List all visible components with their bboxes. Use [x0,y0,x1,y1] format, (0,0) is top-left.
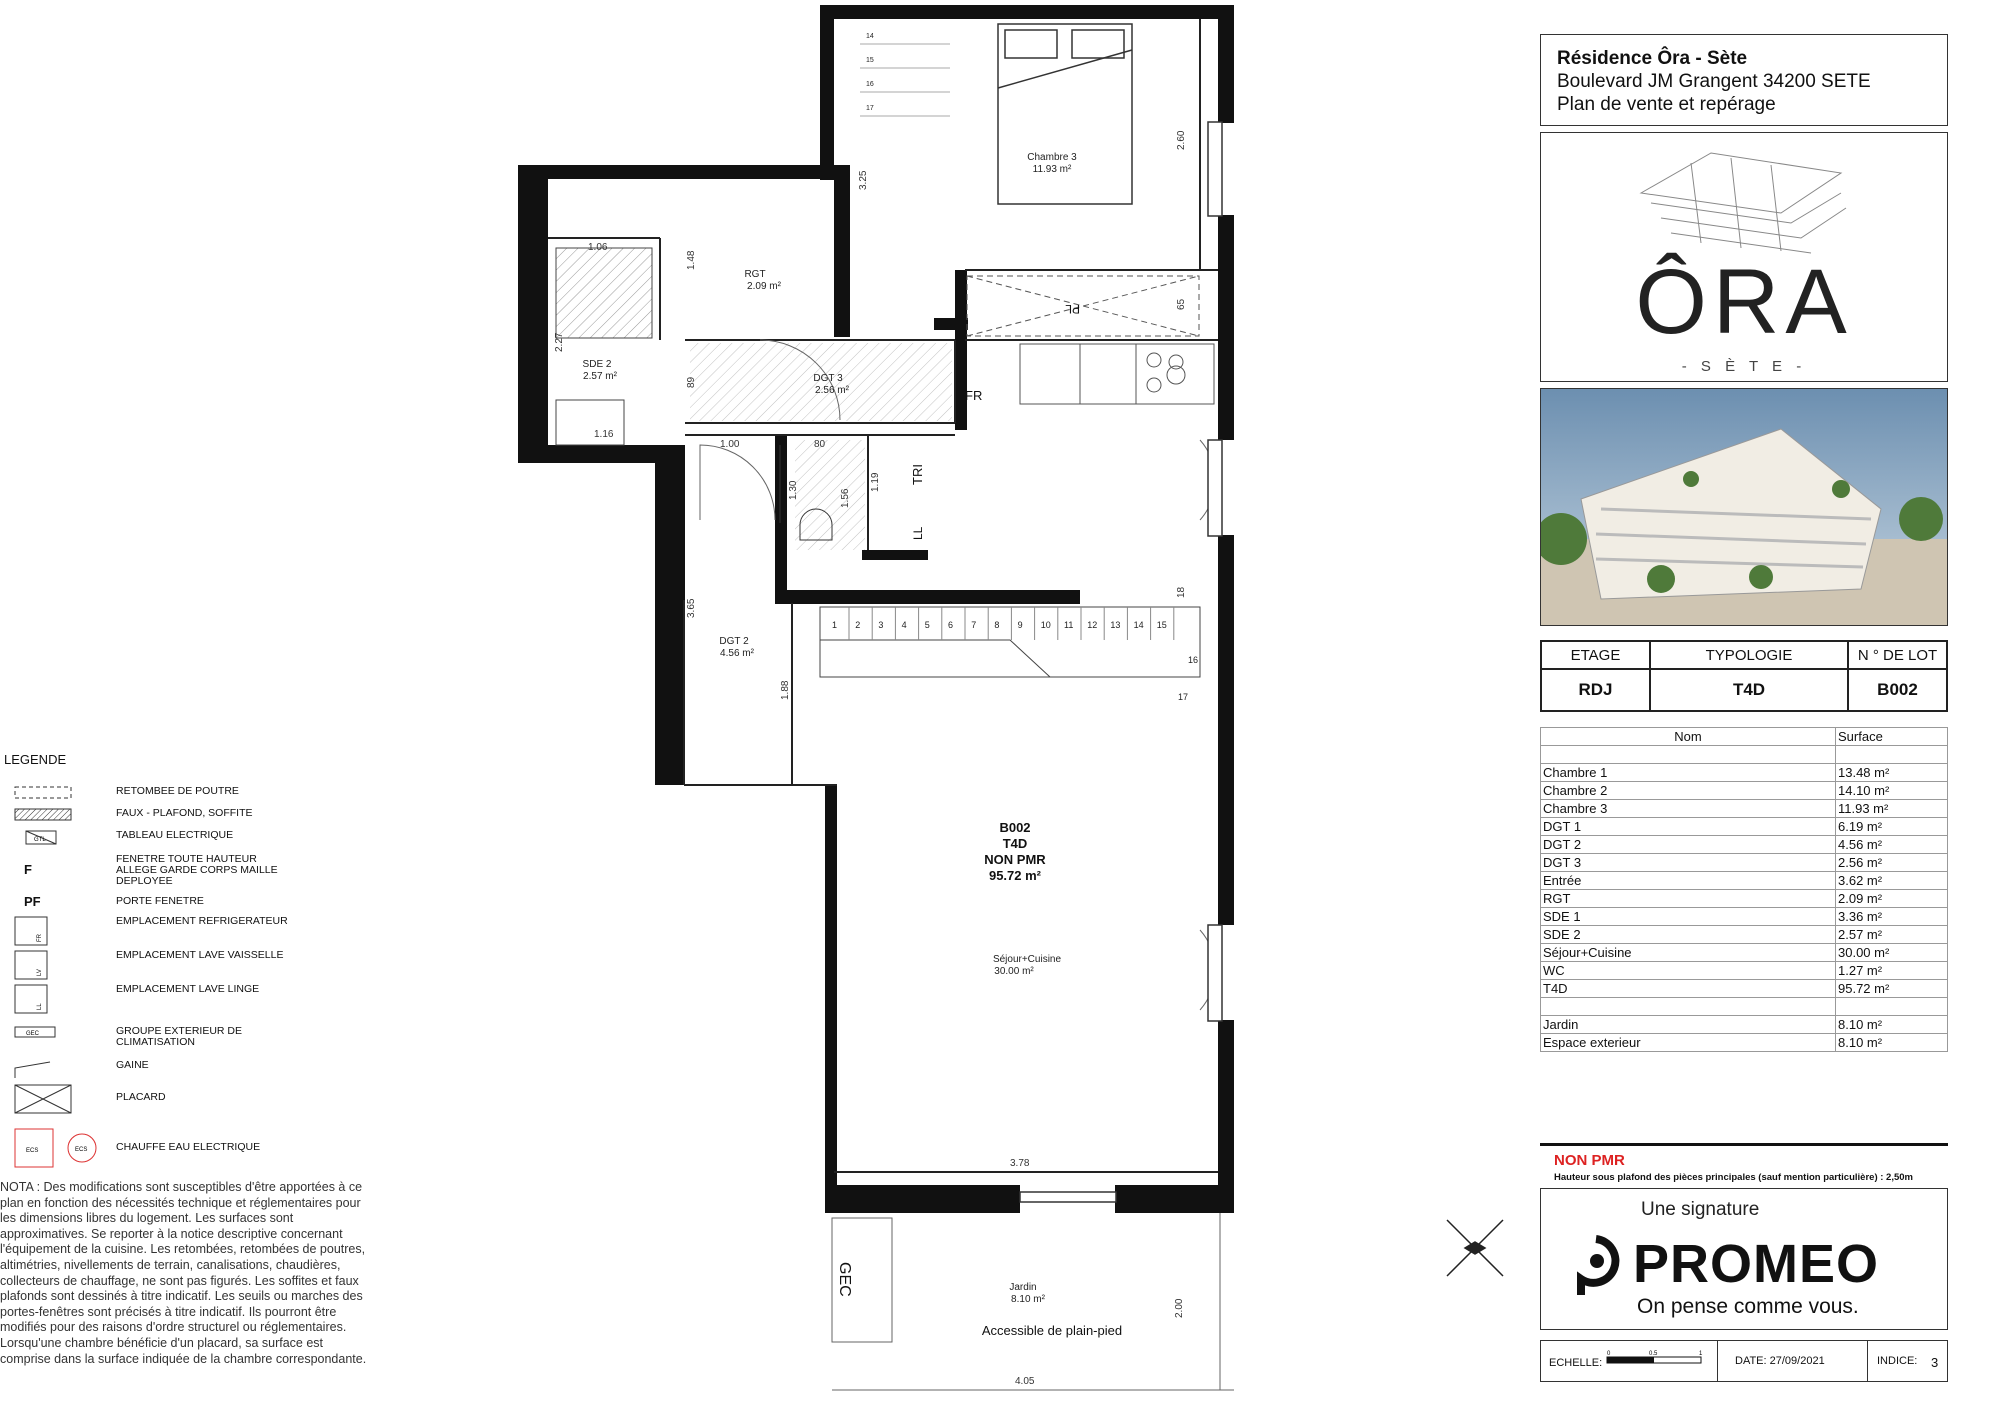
dim-378: 3.78 [1010,1158,1030,1169]
dim-200: 2.00 [1174,1298,1185,1318]
svg-text:1: 1 [1699,1351,1703,1357]
room-sde2-name: SDE 2 [582,359,612,370]
non-pmr-label: NON PMR [1554,1152,1625,1169]
brand-slogan: On pense comme vous. [1637,1295,1859,1318]
dim-227: 2.27 [554,332,565,352]
window-full-height-symbol: F [24,862,32,877]
stair-step-number: 13 [1110,620,1121,630]
brand-name: PROMEO [1633,1234,1880,1294]
surface-row [1541,836,1948,854]
stair-step-number: 16 [1188,655,1199,665]
surface-row [1541,872,1948,890]
svg-text:GTL: GTL [34,837,46,843]
dim-100: 1.00 [720,439,740,450]
stair-step-number: 17 [866,105,874,112]
surface-value: 8.10 m² [1836,1034,1948,1052]
surface-name: WC [1541,962,1836,980]
building-photo [1540,388,1948,626]
header-lot: N ° DE LOT [1848,641,1947,669]
lot-pmr: NON PMR [984,852,1046,867]
dim-260: 2.60 [1176,130,1187,150]
svg-text:0.5: 0.5 [1649,1351,1658,1357]
surface-value: 3.62 m² [1836,872,1948,890]
svg-text:LL: LL [37,1003,43,1010]
water-heater-icon [14,1128,104,1168]
dim-188: 1.88 [780,680,791,700]
surface-name: SDE 1 [1541,908,1836,926]
dim-365: 3.65 [686,598,697,618]
stair-step-number: 16 [866,81,874,88]
signature-intro: Une signature [1641,1199,1760,1220]
footer-block [1540,1340,1948,1382]
surface-name: Séjour+Cuisine [1541,944,1836,962]
room-rgt-area: 2.09 m² [747,281,781,292]
surface-value: 14.10 m² [1836,782,1948,800]
room-jardin-name: Jardin [1009,1282,1037,1293]
surface-name: Chambre 1 [1541,764,1836,782]
surface-row [1541,800,1948,818]
svg-text:ECS: ECS [26,1148,39,1154]
surface-name: Entrée [1541,872,1836,890]
residence-name: Résidence Ôra - Sète [1557,48,1748,69]
lot-info-table [1540,640,1948,712]
dim-106: 1.06 [588,242,608,253]
stair-step-number: 6 [948,620,954,630]
surface-row [1541,926,1948,944]
surface-row [1541,908,1948,926]
surface-value: 3.36 m² [1836,908,1948,926]
surface-value: 2.09 m² [1836,890,1948,908]
surface-row [1541,890,1948,908]
surface-value: 8.10 m² [1836,1016,1948,1034]
surface-name: Espace exterieur [1541,1034,1836,1052]
walls [518,5,1234,1213]
legend-label: EMPLACEMENT REFRIGERATEUR [116,915,288,927]
stair-step-number: 7 [971,620,977,630]
lot-number: B002 [999,820,1031,835]
date-label: DATE: 27/09/2021 [1735,1355,1825,1367]
surface-value: 30.00 m² [1836,944,1948,962]
fridge-icon [14,916,54,946]
surface-name: Chambre 3 [1541,800,1836,818]
stair-step-number: 11 [1064,620,1074,630]
dim-148: 1.48 [686,250,697,270]
surface-value: 4.56 m² [1836,836,1948,854]
svg-text:ÔRA: ÔRA [1635,251,1853,353]
value-lot: B002 [1848,669,1947,711]
ora-logo [1540,132,1948,382]
dim-65: 65 [1176,298,1187,310]
scale-bar [1605,1347,1705,1377]
label-gec: GEC [836,1262,853,1297]
stair-step-number: 14 [1133,620,1144,630]
legend-label: TABLEAU ELECTRIQUE [116,829,234,841]
dim-89: 89 [686,376,697,388]
room-sde2-area: 2.57 m² [583,371,617,382]
promeo-logo-icon [1571,1235,1621,1297]
surface-name: Chambre 2 [1541,782,1836,800]
legend-label: FAUX - PLAFOND, SOFFITE [116,807,253,819]
svg-text:0: 0 [1607,1351,1611,1357]
stair-step-number: 15 [1156,620,1167,630]
surface-value: 13.48 m² [1836,764,1948,782]
room-dgt2-area: 4.56 m² [720,648,754,659]
surface-name: Jardin [1541,1016,1836,1034]
room-jardin-area: 8.10 m² [1011,1294,1045,1305]
beam-drop-icon [14,786,74,800]
room-dgt3-name: DGT 3 [813,373,843,384]
legend-label: CHAUFFE EAU ELECTRIQUE [116,1141,261,1153]
scale-label: ECHELLE: [1549,1357,1603,1369]
surface-header-surface: Surface [1836,728,1948,746]
room-chambre3-area: 11.93 m² [1032,164,1072,175]
legend-label: GROUPE EXTERIEUR DE CLIMATISATION [116,1025,243,1048]
dim-116: 1.16 [594,429,614,440]
lot-area: 95.72 m² [988,868,1042,883]
legend-label: EMPLACEMENT LAVE VAISSELLE [116,949,284,961]
building-sketch-icon [1541,133,1947,381]
false-ceiling-icon [14,808,74,822]
electrical-panel-icon [14,830,74,846]
stair-step-number: 5 [924,620,930,630]
surface-name: RGT [1541,890,1836,908]
surface-table [1540,727,1948,1052]
stair-step-number: 1 [832,620,838,630]
label-ll: LL [911,526,925,540]
header-typologie: TYPOLOGIE [1650,641,1848,669]
stair-step-number: 2 [855,620,861,630]
svg-text:LV: LV [37,969,43,976]
dim-80: 80 [814,439,826,450]
room-sejour-area: 30.00 m² [994,966,1034,977]
room-dgt2-name: DGT 2 [719,636,749,647]
surface-row [1541,1034,1948,1052]
dim-405: 4.05 [1015,1376,1035,1387]
surface-value: 2.57 m² [1836,926,1948,944]
lot-type: T4D [1002,836,1028,851]
surface-row [1541,962,1948,980]
ac-unit-icon [14,1026,64,1040]
ceiling-height-note: Hauteur sous plafond des pièces principales (sauf mention particulière) : 2,50m [1554,1172,1913,1183]
surface-value: 2.56 m² [1836,854,1948,872]
indice-label: INDICE: [1877,1355,1918,1367]
building-render-image [1541,389,1947,625]
svg-text:- S È T E -: - S È T E - [1681,358,1807,375]
legend-label: FENETRE TOUTE HAUTEUR ALLEGE GARDE CORPS MAILLE DEPLOYEE [116,853,278,887]
surface-row [1541,944,1948,962]
closet-icon [14,1084,74,1116]
legend-label: GAINE [116,1059,149,1071]
room-chambre3-name: Chambre 3 [1027,152,1077,163]
dim-325: 3.25 [858,170,869,190]
surface-name: DGT 2 [1541,836,1836,854]
surface-header-nom: Nom [1541,728,1836,746]
dim-18: 18 [1176,586,1187,598]
label-fr: FR [965,388,983,403]
surface-value: 6.19 m² [1836,818,1948,836]
legend-label: PLACARD [116,1091,166,1103]
value-typologie: T4D [1650,669,1848,711]
legend-label: RETOMBEE DE POUTRE [116,785,239,797]
dim-119: 1.19 [870,472,881,492]
washing-machine-icon [14,984,54,1014]
stair-step-number: 15 [866,57,874,64]
stair-step-number: 10 [1040,620,1051,630]
indice-value: 3 [1931,1355,1939,1370]
legend-title: LEGENDE [4,752,67,767]
surface-value: 11.93 m² [1836,800,1948,818]
legend-label: EMPLACEMENT LAVE LINGE [116,983,260,995]
stair-step-number: 12 [1087,620,1098,630]
surface-name: T4D [1541,980,1836,998]
label-tri: TRI [910,464,925,485]
surface-row [1541,980,1948,998]
plan-subtitle: Plan de vente et repérage [1557,94,1776,115]
legend-label: PORTE FENETRE [116,895,204,907]
title-block [1540,34,1948,126]
label-pl: PL [1065,302,1080,316]
access-note: Accessible de plain-pied [981,1323,1123,1338]
stair-step-number: 3 [878,620,884,630]
surface-value: 1.27 m² [1836,962,1948,980]
stair-step-number: 17 [1178,692,1189,702]
stair-step-number: 4 [901,620,907,630]
promeo-signature [1540,1188,1948,1330]
svg-text:FR: FR [37,934,43,942]
surface-name: DGT 3 [1541,854,1836,872]
surface-row [1541,818,1948,836]
disclaimer-note: NOTA : Des modifications sont susceptibles d'être apportées à ce plan en fonction des nécessités technique et réglementaires pour les dimensions libres du logement. Les surfaces sont approximatives. Se reporter à la notice descriptive concernant l'équipement de la cuisine. Les retombées, retombées de poutres, altimétries, nivellements de terrain, canalisations, chaudières, collecteurs de chauffage, ne sont pas figurés. Les soffites et faux plafonds sont dessinés à titre indicatif. Les seuils ou marches des portes-fenêtres sont précisés à titre indicatif. Ils pourront être modifiés pour des raisons d'ordre structurel ou réglementaires. Lorsqu'une chambre bénéficie d'un placard, sa surface est comprise dans la surface indiquée de la chambre correspondante. [0,1180,367,1366]
room-sejour-name: Séjour+Cuisine [992,954,1062,965]
room-dgt3-area: 2.56 m² [815,385,849,396]
room-rgt-name: RGT [744,269,766,280]
surface-row [1541,782,1948,800]
stair-step-number: 8 [994,620,1000,630]
duct-icon [14,1060,54,1080]
dishwasher-icon [14,950,54,980]
surface-name: SDE 2 [1541,926,1836,944]
value-etage: RDJ [1541,669,1650,711]
french-door-symbol: PF [24,894,41,909]
surface-row [1541,854,1948,872]
header-etage: ETAGE [1541,641,1650,669]
surface-name: DGT 1 [1541,818,1836,836]
svg-text:GEC: GEC [26,1031,40,1037]
surface-value: 95.72 m² [1836,980,1948,998]
stair-step-number: 9 [1017,620,1023,630]
address: Boulevard JM Grangent 34200 SETE [1557,71,1871,92]
surface-row [1541,1016,1948,1034]
stair-step-number: 14 [866,33,874,40]
dim-156: 1.56 [840,488,851,508]
svg-text:ECS: ECS [75,1147,88,1153]
surface-row [1541,764,1948,782]
dim-130: 1.30 [788,480,799,500]
